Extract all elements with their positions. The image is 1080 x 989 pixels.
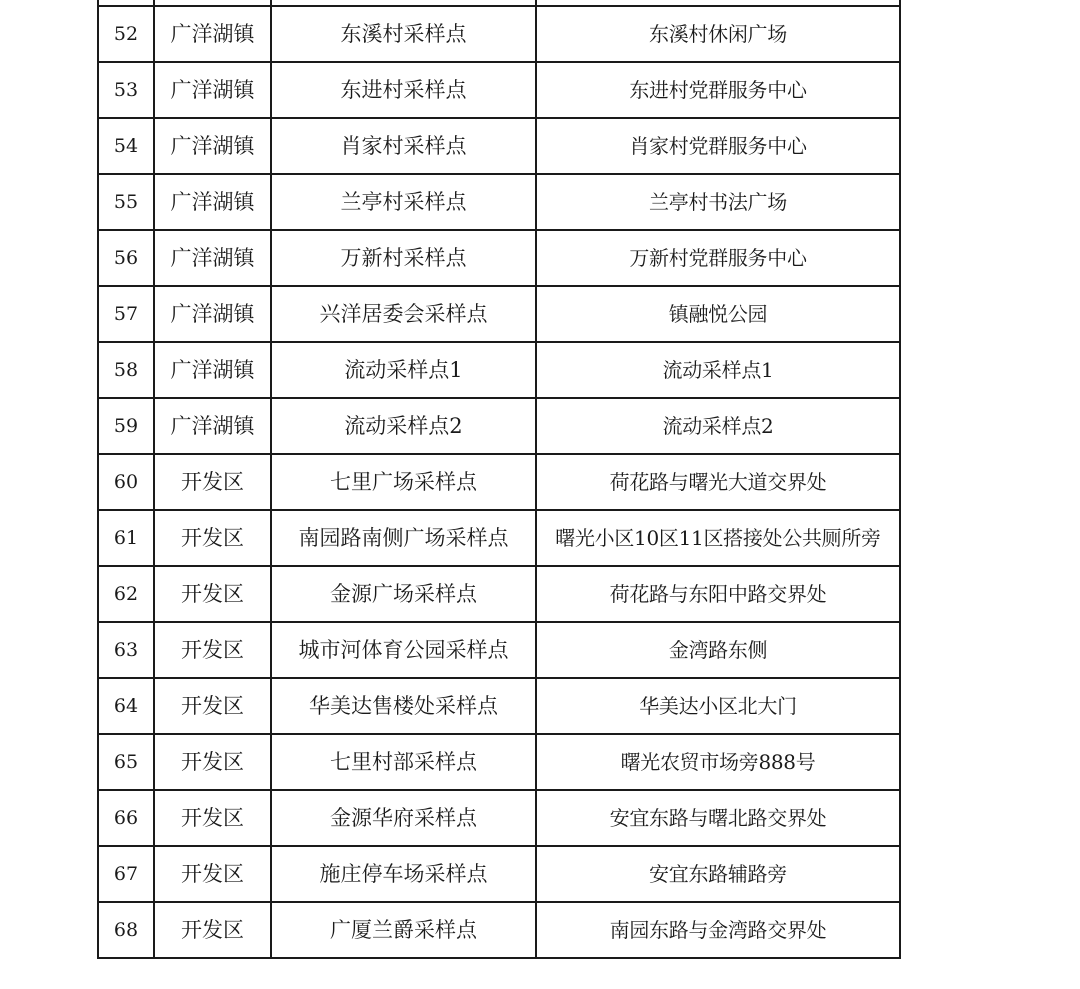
site-address: 曙光小区10区11区搭接处公共厕所旁 [536, 510, 900, 566]
sampling-site: 兴洋居委会采样点 [271, 286, 536, 342]
site-address: 荷花路与东阳中路交界处 [536, 566, 900, 622]
row-number: 64 [98, 678, 154, 734]
sampling-site: 金源华府采样点 [271, 790, 536, 846]
table-row [98, 902, 900, 958]
sampling-site: 七里广场采样点 [271, 454, 536, 510]
sampling-site: 万新村采样点 [271, 230, 536, 286]
site-address: 曙光农贸市场旁888号 [536, 734, 900, 790]
table-row [98, 622, 900, 678]
row-number: 60 [98, 454, 154, 510]
sampling-site: 流动采样点1 [271, 342, 536, 398]
row-number: 56 [98, 230, 154, 286]
row-number: 68 [98, 902, 154, 958]
row-number: 59 [98, 398, 154, 454]
site-address: 兰亭村书法广场 [536, 174, 900, 230]
sampling-site: 广厦兰爵采样点 [271, 902, 536, 958]
row-number: 58 [98, 342, 154, 398]
row-number: 67 [98, 846, 154, 902]
table-row [98, 62, 900, 118]
sampling-site: 施庄停车场采样点 [271, 846, 536, 902]
site-address: 肖家村党群服务中心 [536, 118, 900, 174]
table-row [98, 174, 900, 230]
town-name: 开发区 [154, 846, 271, 902]
site-address: 安宜东路与曙北路交界处 [536, 790, 900, 846]
row-number: 62 [98, 566, 154, 622]
town-name: 广洋湖镇 [154, 62, 271, 118]
site-address: 万新村党群服务中心 [536, 230, 900, 286]
table-row [98, 230, 900, 286]
site-address: 南园东路与金湾路交界处 [536, 902, 900, 958]
sampling-site: 流动采样点2 [271, 398, 536, 454]
town-name: 广洋湖镇 [154, 286, 271, 342]
town-name: 广洋湖镇 [154, 342, 271, 398]
site-address: 金湾路东侧 [536, 622, 900, 678]
town-name: 广洋湖镇 [154, 118, 271, 174]
table-row [98, 398, 900, 454]
sampling-site: 七里村部采样点 [271, 734, 536, 790]
sampling-site: 华美达售楼处采样点 [271, 678, 536, 734]
row-number: 53 [98, 62, 154, 118]
row-number: 61 [98, 510, 154, 566]
table-row [98, 454, 900, 510]
town-name: 广洋湖镇 [154, 230, 271, 286]
town-name: 广洋湖镇 [154, 6, 271, 62]
town-name: 开发区 [154, 510, 271, 566]
row-number: 55 [98, 174, 154, 230]
table-row [98, 846, 900, 902]
site-address: 流动采样点2 [536, 398, 900, 454]
row-number: 63 [98, 622, 154, 678]
sampling-site: 东进村采样点 [271, 62, 536, 118]
town-name: 广洋湖镇 [154, 174, 271, 230]
site-address: 荷花路与曙光大道交界处 [536, 454, 900, 510]
town-name: 开发区 [154, 902, 271, 958]
site-address: 华美达小区北大门 [536, 678, 900, 734]
table-row [98, 342, 900, 398]
sampling-site: 南园路南侧广场采样点 [271, 510, 536, 566]
site-address: 镇融悦公园 [536, 286, 900, 342]
row-number: 54 [98, 118, 154, 174]
row-number: 57 [98, 286, 154, 342]
table-row [98, 566, 900, 622]
table-row [98, 6, 900, 62]
row-number: 65 [98, 734, 154, 790]
table-body [98, 0, 900, 958]
sampling-site: 东溪村采样点 [271, 6, 536, 62]
table-row [98, 510, 900, 566]
town-name: 开发区 [154, 566, 271, 622]
town-name: 开发区 [154, 454, 271, 510]
table-row [98, 734, 900, 790]
table-row [98, 118, 900, 174]
sampling-site: 城市河体育公园采样点 [271, 622, 536, 678]
row-number: 52 [98, 6, 154, 62]
table-row [98, 790, 900, 846]
site-address: 东溪村休闲广场 [536, 6, 900, 62]
table-row [98, 286, 900, 342]
sampling-site: 金源广场采样点 [271, 566, 536, 622]
town-name: 广洋湖镇 [154, 398, 271, 454]
town-name: 开发区 [154, 734, 271, 790]
sampling-site: 兰亭村采样点 [271, 174, 536, 230]
row-number: 66 [98, 790, 154, 846]
sampling-site: 肖家村采样点 [271, 118, 536, 174]
site-address: 流动采样点1 [536, 342, 900, 398]
table-row [98, 678, 900, 734]
site-address: 安宜东路辅路旁 [536, 846, 900, 902]
town-name: 开发区 [154, 790, 271, 846]
town-name: 开发区 [154, 622, 271, 678]
sampling-sites-table [97, 0, 901, 959]
town-name: 开发区 [154, 678, 271, 734]
site-address: 东进村党群服务中心 [536, 62, 900, 118]
